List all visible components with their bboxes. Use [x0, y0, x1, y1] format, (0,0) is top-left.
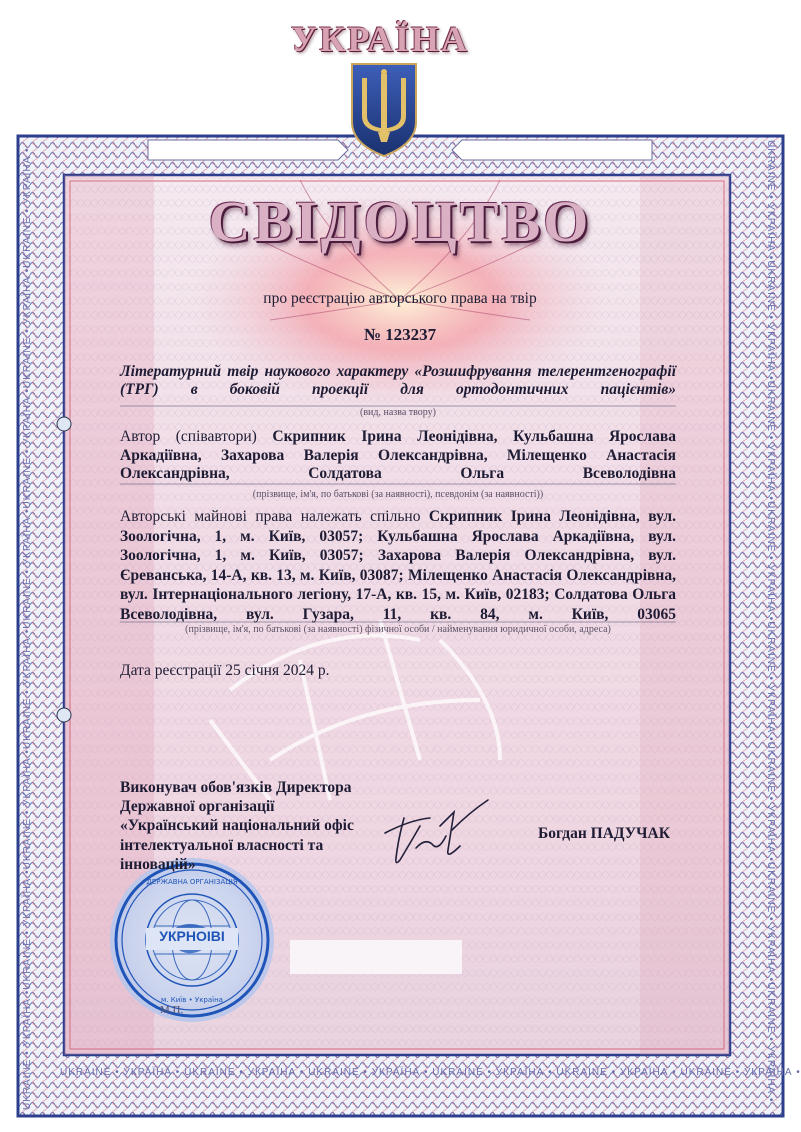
certificate-number: № 123237 — [363, 325, 437, 344]
border-lettering-right: UKRAINE • УКРАЇНА •UKRAINE • УКРАЇНА •UKRAINE • УКРАЇНА •UKRAINE • УКРАЇНА •UKRAINE • УКРАЇНА •UKRAINE • УКРАЇНА •UKRAINE • УКРАЇНА •UKRAINE • УКРАЇНА • — [765, 140, 776, 1103]
authors-block — [120, 428, 676, 484]
authors-label: Автор (співавтори) — [120, 428, 257, 445]
border-lettering-left: UKRAINE • УКРАЇНА •UKRAINE • УКРАЇНА •UKRAINE • УКРАЇНА •UKRAINE • УКРАЇНА •UKRAINE • УКРАЇНА •UKRAINE • УКРАЇНА •UKRAINE • УКРАЇНА •UKRAINE • УКРАЇНА • — [22, 147, 33, 1110]
registration-date: Дата реєстрації 25 січня 2024 р. — [120, 662, 330, 679]
country-title: УКРАЇНА — [291, 19, 469, 59]
seal-mp: М.П. — [160, 1004, 184, 1016]
rights-holders: Скрипник Ірина Леонідівна, вул. Зоологічна, 1, м. Київ, 03057; Кульбашна Ярослава Аркадіївна, вул. Зоологічна, 1, м. Київ, 03057; Захарова Валерія Олександрівна, вул. Єреванська, 14-А, кв. 13, м. Київ, 03087; Мілещенко Анастасія Олександрівна, вул. Інтернаціонального легіону, 17-А, кв. 15, м. Київ, 02183; Солдатова Ольга Всеволодівна, вул. Гузара, 11, кв. 84, м. Київ, 03065 — [120, 508, 677, 623]
seal-name: УКРНОІВІ — [159, 928, 225, 944]
certificate-subtitle: про реєстрацію авторського права на твір — [263, 290, 537, 307]
certificate-title: СВІДОЦТВО — [208, 189, 592, 254]
svg-text:м. Київ • Україна: м. Київ • Україна — [161, 996, 223, 1004]
rights-block — [120, 507, 676, 624]
svg-text:ДЕРЖАВНА ОРГАНІЗАЦІЯ: ДЕРЖАВНА ОРГАНІЗАЦІЯ — [146, 878, 238, 886]
work-title: Літературний твір наукового характеру «Розшифрування телерентгенографії (ТРГ) в боковій проекції для ортодонтичних пацієнтів» — [120, 363, 676, 398]
rights-caption: (прізвище, ім'я, по батькові (за наявності) фізичної особи / найменування юридичної особи, адреса) — [185, 624, 611, 635]
authors-list: Скрипник Ірина Леонідівна, Кульбашна Ярослава Аркадіївна, Захарова Валерія Олександрівна, Мілещенко Анастасія Олександрівна, Солдатова Ольга Всеволодівна — [120, 428, 676, 482]
work-caption: (вид, назва твору) — [360, 407, 436, 418]
signatory-position: Виконувач обов'язків Директора Державної організації «Український національний офіс інтелектуальної власності та інновацій» — [120, 779, 354, 873]
border-lettering-bottom: UKRAINE • УКРАЇНА • UKRAINE • УКРАЇНА • UKRAINE • УКРАЇНА • UKRAINE • УКРАЇНА • UKRAINE • УКРАЇНА • UKRAINE • УКРАЇНА • — [60, 1067, 801, 1078]
authors-caption: (прізвище, ім'я, по батькові (за наявності), псевдонім (за наявності)) — [252, 489, 544, 500]
signatory-name: Богдан ПАДУЧАК — [538, 825, 670, 842]
rights-label: Авторські майнові права належать спільно — [120, 508, 421, 525]
coat-of-arms-icon — [352, 64, 416, 156]
